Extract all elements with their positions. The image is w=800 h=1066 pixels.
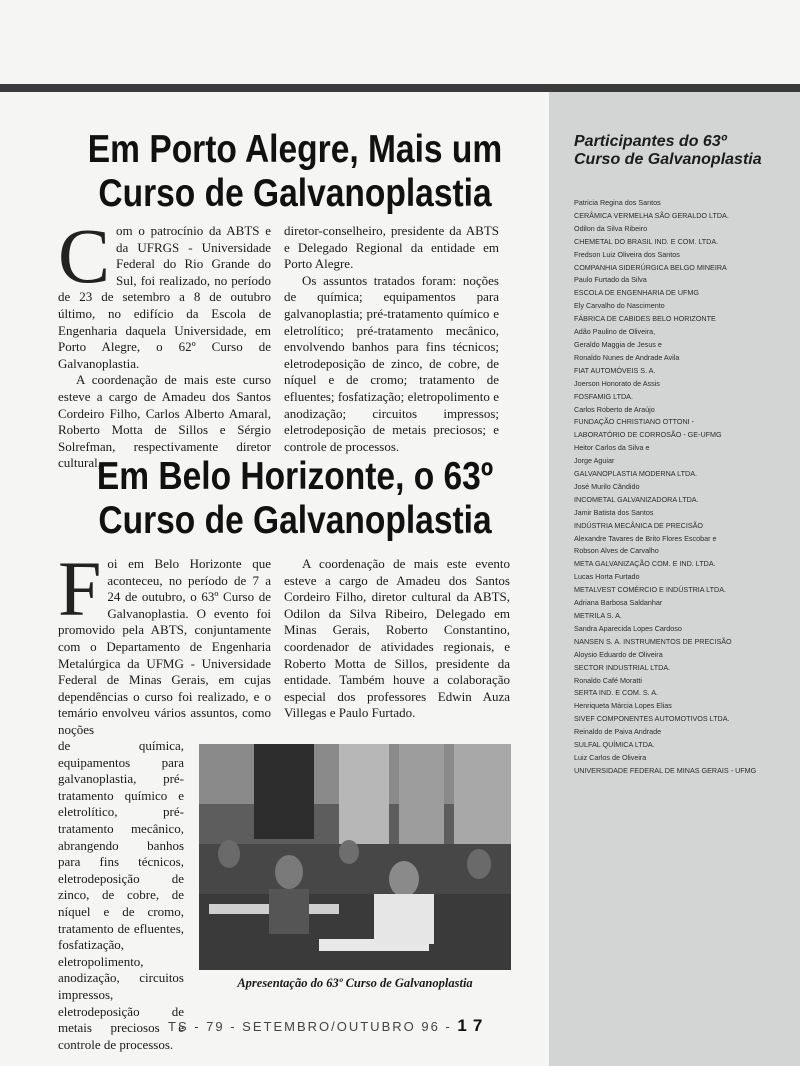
course-photo: [199, 744, 511, 970]
article2-col1-p1: oi em Belo Horizonte que aconteceu, no período de 7 a 24 de outubro, o 63º Curso de Galvanoplastia. O evento foi promovido pela ABTS, conjuntamente com o Departamento de Engenharia Metalúrgica da UFMG - Universidade Federal de Minas Gerais, em cujas dependências o curso foi realizado, e o temário envolveu vários assuntos, como noções: [58, 556, 271, 737]
participant-entry: ESCOLA DE ENGENHARIA DE UFMG: [574, 288, 700, 298]
participant-entry: Sandra Aparecida Lopes Cardoso: [574, 623, 682, 633]
article1-title: [59, 128, 532, 216]
participant-entry: COMPANHIA SIDERÚRGICA BELGO MINEIRA: [574, 262, 727, 272]
footer-issue: TS - 79 - SETEMBRO/OUTUBRO 96 -: [168, 1019, 452, 1034]
article1-col2-p1: diretor-conselheiro, presidente da ABTS e Delegado Regional da entidade em Porto Alegre.: [284, 223, 499, 272]
photo-caption: Apresentação do 63º Curso de Galvanoplastia: [237, 976, 473, 990]
article1-column1: [58, 212, 271, 472]
participant-entry: Robson Alves de Carvalho: [574, 546, 659, 556]
participant-entry: Lucas Horta Furtado: [574, 572, 640, 582]
participant-entry: Ronaldo Nunes de Andrade Avila: [574, 352, 680, 362]
article2-paragraph: [58, 545, 271, 739]
participant-entry: SIVEF COMPONENTES AUTOMOTIVOS LTDA.: [574, 714, 730, 724]
participant-entry: UNIVERSIDADE FEDERAL DE MINAS GERAIS - UFMG: [574, 765, 757, 775]
participants-list: [574, 197, 794, 778]
article2-dropcap: F: [58, 545, 102, 632]
article2-title: [59, 455, 532, 543]
participant-entry: METALVEST COMÉRCIO E INDÚSTRIA LTDA.: [574, 585, 727, 595]
participant-entry: Ely Carvalho do Nascimento: [574, 301, 665, 311]
participant-entry: CHEMETAL DO BRASIL IND. E COM. LTDA.: [574, 236, 719, 246]
participant-entry: Odilon da Silva Ribeiro: [574, 223, 648, 233]
page-footer: [168, 1016, 528, 1036]
top-rule: [0, 84, 800, 92]
participant-entry: Reinaldo de Paiva Andrade: [574, 727, 662, 737]
participant-entry: Aloysio Eduardo de Oliveira: [574, 649, 663, 659]
participant-entry: Joerson Honorato de Assis: [574, 378, 660, 388]
participant-entry: GALVANOPLASTIA MODERNA LTDA.: [574, 469, 698, 479]
participant-entry: CERÂMICA VERMELHA SÃO GERALDO LTDA.: [574, 210, 729, 220]
participant-entry: SECTOR INDUSTRIAL LTDA.: [574, 662, 671, 672]
participant-entry: Jorge Aguiar: [574, 456, 615, 466]
participant-entry: NANSEN S. A. INSTRUMENTOS DE PRECISÃO: [574, 636, 732, 646]
participant-entry: Fredson Luiz Oliveira dos Santos: [574, 249, 680, 259]
article1-title-line2: Curso de Galvanoplastia: [98, 172, 492, 215]
participant-entry: Heitor Carlos da Silva e: [574, 443, 650, 453]
article2-column1: [58, 545, 271, 739]
participant-entry: FÁBRICA DE CABIDES BELO HORIZONTE: [574, 314, 716, 324]
article1-col2-p2: Os assuntos tratados foram: noções de química; equipamentos para galvanoplastia; pré-tratamento químico e eletrolítico; pré-tratamento mecânico, envolvendo banhos para fins técnicos; eletrodeposição de zinco, de cobre, de níquel e de cromo; tratamento de efluentes; fosfatização; eletropolimento e anodização; circuitos impressos; eletrodeposição de metais preciosos; e controle de processos.: [284, 272, 499, 454]
article1-col1-p2: A coordenação de mais este curso esteve a cargo de Amadeu dos Santos Cordeiro Filho, Carlos Alberto Amaral, Roberto Motta de Sillos e Sérgio Solrefman, respectivamente diretor cultural,: [58, 372, 271, 471]
participant-entry: INCOMETAL GALVANIZADORA LTDA.: [574, 494, 699, 504]
article2-col1-wrap: de química, equipamentos para galvanoplastia, pré-tratamento químico e eletrolítico, pré-tratamento mecânico, abrangendo banhos para fins técnicos, eletrodeposição de zinco, de cobre, de níquel e de cromo, tratamento de efluentes, fosfatização, eletropolimento, anodização, circuitos impressos, eletrodeposição de metais preciosos e controle de processos.: [58, 738, 184, 1052]
article2-column2: [284, 556, 510, 722]
participant-entry: Adão Paulino de Oliveira,: [574, 327, 656, 337]
participant-entry: SULFAL QUÍMICA LTDA.: [574, 740, 655, 750]
participant-entry: FUNDAÇÃO CHRISTIANO OTTONI -: [574, 417, 695, 427]
participant-entry: José Murilo Cândido: [574, 481, 640, 491]
article1-dropcap: C: [58, 212, 111, 299]
participant-entry: Geraldo Maggia de Jesus e: [574, 339, 662, 349]
article1-title-line1: Em Porto Alegre, Mais um: [87, 128, 503, 171]
participant-entry: Carlos Roberto de Araújo: [574, 404, 655, 414]
classroom-photo-graphic: [199, 744, 511, 970]
article1-col1-p1: om o patrocínio da ABTS e da UFRGS - Universidade Federal do Rio Grande do Sul, foi realizado, no período de 23 de setembro a 8 de outubro último, no edifício da Escola de Engenharia daquela Universidade, em Porto Alegre, o 62º Curso de Galvanoplastia.: [58, 223, 271, 371]
article2-title-line1: Em Belo Horizonte, o 63º: [96, 455, 494, 498]
participant-entry: LABORATÓRIO DE CORROSÃO - GE-UFMG: [574, 430, 722, 440]
participant-entry: Paulo Furtado da Silva: [574, 275, 647, 285]
article2-column1-wrap: [58, 738, 184, 1053]
article2-col2-p1: A coordenação de mais este evento esteve a cargo de Amadeu dos Santos Cordeiro Filho, diretor cultural da ABTS, Odilon da Silva Ribeiro, Delegado em Minas Gerais, Roberto Constantino, coordenador de atividades regionais, e Roberto Motta de Sillos, presidente da entidade. Também houve a colaboração especial dos professores Edwin Auza Villegas e Paulo Furtado.: [284, 556, 510, 721]
participant-entry: FIAT AUTOMÓVEIS S. A.: [574, 365, 656, 375]
participant-entry: METRILA S. A.: [574, 611, 622, 620]
participant-entry: Henriqueta Márcia Lopes Elias: [574, 701, 672, 711]
page-number: 17: [457, 1016, 489, 1035]
participant-entry: Alexandre Tavares de Brito Flores Escobar e: [574, 533, 717, 543]
participant-entry: Patricia Regina dos Santos: [574, 198, 661, 207]
participant-entry: INDÚSTRIA MECÂNICA DE PRECISÃO: [574, 520, 703, 530]
sidebar-title: Participantes do 63º Curso de Galvanoplastia: [574, 133, 762, 168]
participant-entry: Ronaldo Café Moratti: [574, 675, 642, 685]
participant-entry: Jamir Batista dos Santos: [574, 507, 654, 517]
article1-paragraph: [58, 212, 271, 372]
participant-entry: Adriana Barbosa Saldanhar: [574, 598, 663, 608]
article1-column2: [284, 223, 499, 455]
participant-entry: FOSFAMIG LTDA.: [574, 391, 633, 401]
article2-title-line2: Curso de Galvanoplastia: [98, 499, 492, 542]
participant-entry: SERTA IND. E COM. S. A.: [574, 688, 659, 698]
participant-entry: Luiz Carlos de Oliveira: [574, 752, 647, 762]
participant-entry: META GALVANIZAÇÃO COM. E IND. LTDA.: [574, 559, 716, 569]
